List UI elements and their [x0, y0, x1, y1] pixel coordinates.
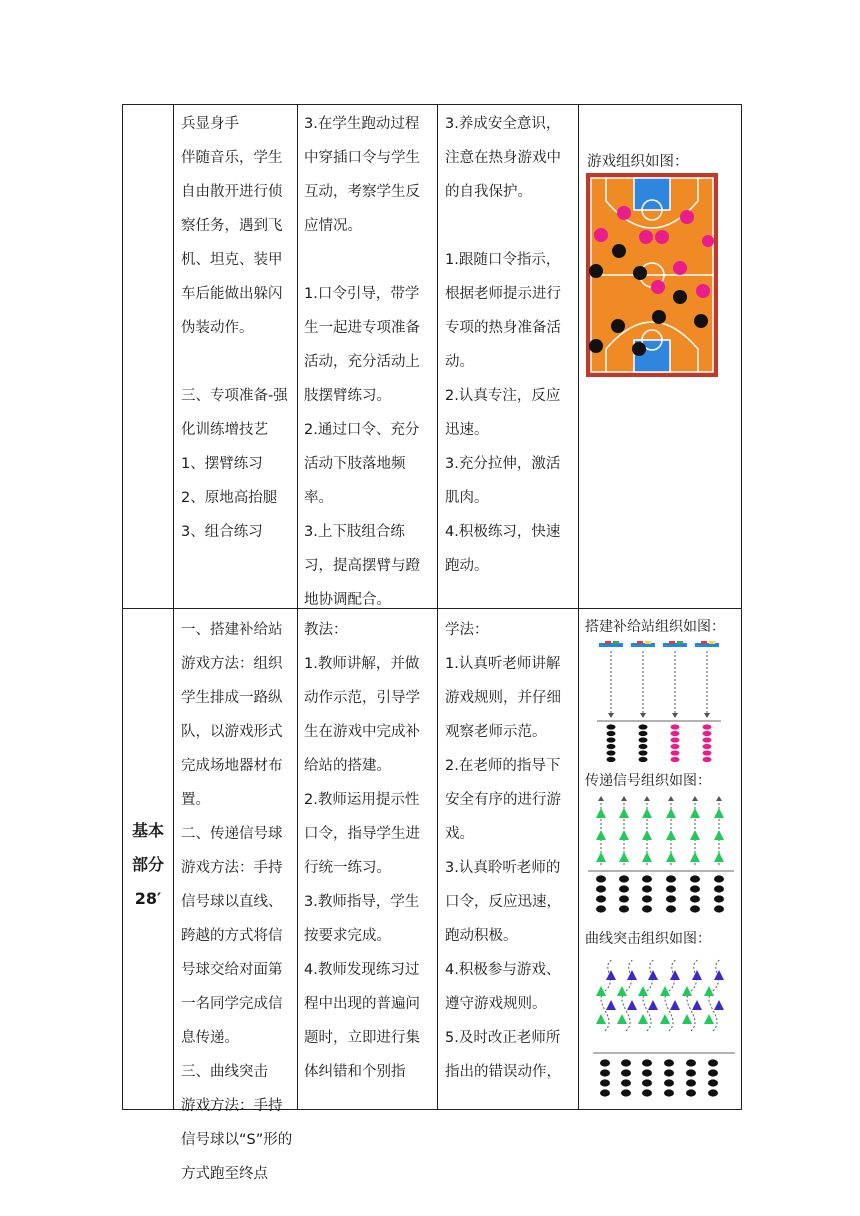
- student-marker: [639, 757, 648, 762]
- student-marker: [619, 875, 629, 882]
- signal-relay-title: 传递信号组织如图：: [585, 773, 711, 789]
- row1-content-cell: [181, 107, 295, 549]
- section-label-line: 基本: [131, 821, 164, 840]
- student-marker: [703, 744, 712, 749]
- student-marker: [600, 1069, 610, 1076]
- cone-marker: [714, 808, 724, 818]
- student-marker: [607, 757, 616, 762]
- cone-marker: [627, 970, 637, 980]
- row1-student-cell: [445, 107, 573, 583]
- content-line: 游戏方法：手持信号球以“S”形的方式跑至终点: [181, 1098, 293, 1182]
- student-marker: [703, 750, 712, 755]
- cone-marker: [642, 808, 652, 818]
- content-line: 游戏方法：手持信号球以直线、跨越的方式将信号球交给对面第一名同学完成信息传递。: [181, 860, 283, 1046]
- content-line: 3、组合练习: [181, 524, 263, 540]
- teacher-line: 2.通过口令、充分活动下肢落地频率。: [304, 422, 420, 506]
- cone-marker: [617, 986, 627, 996]
- teacher-line: 教法：: [304, 622, 348, 638]
- cone-marker: [596, 852, 606, 862]
- student-marker: [642, 1079, 652, 1086]
- student-line: 5.及时改正老师所指出的错误动作，: [445, 1030, 561, 1080]
- student-marker: [671, 724, 680, 729]
- student-marker: [686, 1079, 696, 1086]
- cone-marker: [682, 1014, 692, 1024]
- cone-marker: [690, 852, 700, 862]
- student-marker: [714, 885, 724, 892]
- student-marker: [600, 1079, 610, 1086]
- student-marker: [664, 1059, 674, 1066]
- cone-marker: [596, 830, 606, 840]
- cone-marker: [619, 808, 629, 818]
- cone-marker: [714, 852, 724, 862]
- student-marker: [714, 895, 724, 902]
- cone-marker: [714, 970, 724, 980]
- student-marker: [607, 731, 616, 736]
- cone-marker: [666, 852, 676, 862]
- cone-marker: [692, 1000, 702, 1010]
- student-line: 4.积极练习，快速跑动。: [445, 524, 561, 574]
- student-marker: [596, 895, 606, 902]
- student-marker: [607, 724, 616, 729]
- student-marker: [690, 885, 700, 892]
- basketball-court-diagram: [586, 173, 718, 377]
- student-line: 3.认真聆听老师的口令，反应迅速，跑动积极。: [445, 860, 561, 944]
- student-line: 2.在老师的指导下安全有序的进行游戏。: [445, 758, 561, 842]
- content-line: 三、曲线突击: [181, 1064, 268, 1080]
- row2-student-cell: [445, 613, 573, 1089]
- student-marker: [642, 905, 652, 912]
- cone-marker: [670, 1000, 680, 1010]
- content-line: 游戏方法：组织学生排成一路纵队，以游戏形式完成场地器材布置。: [181, 656, 283, 808]
- student-marker: [621, 1059, 631, 1066]
- cone-marker: [666, 830, 676, 840]
- cone-marker: [642, 852, 652, 862]
- col-divider: [578, 105, 579, 1109]
- cone-marker: [638, 1014, 648, 1024]
- student-marker: [596, 905, 606, 912]
- teacher-line: 3.教师指导，学生按要求完成。: [304, 894, 420, 944]
- blank-line: [181, 345, 295, 379]
- cone-marker: [666, 808, 676, 818]
- cone-marker: [617, 1014, 627, 1024]
- cone-marker: [692, 970, 702, 980]
- student-marker: [596, 875, 606, 882]
- student-line: 4.积极参与游戏、遵守游戏规则。: [445, 962, 561, 1012]
- section-duration: 28′: [134, 889, 162, 908]
- student-marker: [686, 1059, 696, 1066]
- teacher-line: 3.上下肢组合练习，提高摆臂与蹬地协调配合。: [304, 524, 420, 608]
- cone-marker: [704, 986, 714, 996]
- student-marker: [621, 1089, 631, 1096]
- blank-line: [445, 209, 573, 243]
- teacher-line: 2.教师运用提示性口令，指导学生进行统一练习。: [304, 792, 420, 876]
- signal-relay-diagram: [586, 795, 736, 919]
- student-marker: [596, 885, 606, 892]
- content-line: 一、搭建补给站: [181, 622, 283, 638]
- student-marker: [619, 895, 629, 902]
- student-marker: [664, 1079, 674, 1086]
- student-marker: [690, 905, 700, 912]
- supply-station-title: 搭建补给站组织如图：: [585, 619, 725, 635]
- cone-marker: [690, 808, 700, 818]
- student-marker: [639, 750, 648, 755]
- content-line: 二、传递信号球: [181, 826, 283, 842]
- row1-teacher-cell: [304, 107, 432, 617]
- student-line: 3.充分拉伸，激活肌肉。: [445, 456, 561, 506]
- student-marker: [621, 1069, 631, 1076]
- cone-marker: [660, 986, 670, 996]
- student-marker: [607, 744, 616, 749]
- cone-marker: [619, 830, 629, 840]
- student-marker: [686, 1089, 696, 1096]
- curve-assault-diagram: [591, 955, 737, 1107]
- supply-station-diagram: [593, 637, 723, 765]
- student-marker: [671, 757, 680, 762]
- cone-marker: [627, 1000, 637, 1010]
- student-marker: [664, 1089, 674, 1096]
- cone-marker: [714, 830, 724, 840]
- student-marker: [639, 731, 648, 736]
- lesson-plan-table: [122, 104, 742, 1182]
- student-marker: [642, 1059, 652, 1066]
- student-marker: [607, 737, 616, 742]
- organization-title: 游戏组织如图：: [587, 154, 689, 170]
- blank-line: [304, 243, 432, 277]
- cone-marker: [660, 1014, 670, 1024]
- student-marker: [708, 1089, 718, 1096]
- student-marker: [642, 875, 652, 882]
- cone-marker: [704, 1014, 714, 1024]
- cone-marker: [596, 986, 606, 996]
- student-marker: [671, 731, 680, 736]
- row-divider: [123, 608, 741, 609]
- content-line: 兵显身手: [181, 116, 239, 132]
- student-line: 1.跟随口令指示，根据老师提示进行专项的热身准备活动。: [445, 252, 561, 370]
- col-divider: [297, 105, 298, 1109]
- cone-marker: [596, 808, 606, 818]
- col-divider: [173, 105, 174, 1109]
- student-marker: [703, 724, 712, 729]
- content-line: 2、原地高抬腿: [181, 490, 278, 506]
- cone-marker: [670, 970, 680, 980]
- student-marker: [639, 744, 648, 749]
- row2-teacher-cell: [304, 613, 432, 1089]
- student-marker: [642, 885, 652, 892]
- curve-assault-title: 曲线突击组织如图：: [585, 931, 711, 947]
- cone-marker: [714, 1000, 724, 1010]
- student-marker: [639, 724, 648, 729]
- student-marker: [664, 1069, 674, 1076]
- teacher-line: 3.在学生跑动过程中穿插口令与学生互动，考察学生反应情况。: [304, 116, 420, 234]
- student-marker: [714, 875, 724, 882]
- student-marker: [671, 737, 680, 742]
- student-marker: [666, 905, 676, 912]
- student-marker: [708, 1069, 718, 1076]
- cone-marker: [596, 1014, 606, 1024]
- student-marker: [600, 1059, 610, 1066]
- content-line: 伴随音乐，学生自由散开进行侦察任务，遇到飞机、坦克、装甲车后能做出躲闪伪装动作。: [181, 150, 283, 336]
- cone-marker: [648, 1000, 658, 1010]
- student-marker: [703, 731, 712, 736]
- col-divider: [437, 105, 438, 1109]
- student-marker: [600, 1089, 610, 1096]
- student-line: 1.认真听老师讲解游戏规则，并仔细观察老师示范。: [445, 656, 561, 740]
- student-marker: [666, 875, 676, 882]
- cone-marker: [642, 830, 652, 840]
- student-marker: [703, 757, 712, 762]
- content-line: 1、摆臂练习: [181, 456, 263, 472]
- cone-marker: [606, 970, 616, 980]
- student-marker: [690, 875, 700, 882]
- student-line: 2.认真专注，反应迅速。: [445, 388, 561, 438]
- row2-content-cell: [181, 613, 295, 1191]
- cone-marker: [619, 852, 629, 862]
- student-marker: [621, 1079, 631, 1086]
- student-marker: [686, 1069, 696, 1076]
- student-marker: [666, 895, 676, 902]
- section-label-line: 部分: [131, 855, 164, 874]
- student-marker: [666, 885, 676, 892]
- student-marker: [690, 895, 700, 902]
- student-marker: [639, 737, 648, 742]
- student-marker: [708, 1059, 718, 1066]
- student-marker: [671, 750, 680, 755]
- section-label: [123, 814, 173, 916]
- student-marker: [607, 750, 616, 755]
- teacher-line: 4.教师发现练习过程中出现的普遍问题时，立即进行集体纠错和个别指: [304, 962, 420, 1080]
- student-marker: [671, 744, 680, 749]
- cone-marker: [606, 1000, 616, 1010]
- student-marker: [642, 895, 652, 902]
- cone-marker: [638, 986, 648, 996]
- cone-marker: [690, 830, 700, 840]
- student-marker: [703, 737, 712, 742]
- cone-marker: [648, 970, 658, 980]
- teacher-line: 1.口令引导，带学生一起进专项准备活动，充分活动上肢摆臂练习。: [304, 286, 420, 404]
- student-line: 3.养成安全意识，注意在热身游戏中的自我保护。: [445, 116, 561, 200]
- student-line: 学法：: [445, 622, 489, 638]
- cone-marker: [682, 986, 692, 996]
- teacher-line: 1.教师讲解，并做动作示范，引导学生在游戏中完成补给站的搭建。: [304, 656, 420, 774]
- content-line: 三、专项准备-强化训练增技艺: [181, 388, 288, 438]
- student-marker: [619, 905, 629, 912]
- student-marker: [642, 1089, 652, 1096]
- student-marker: [714, 905, 724, 912]
- student-marker: [619, 885, 629, 892]
- student-marker: [708, 1079, 718, 1086]
- student-marker: [642, 1069, 652, 1076]
